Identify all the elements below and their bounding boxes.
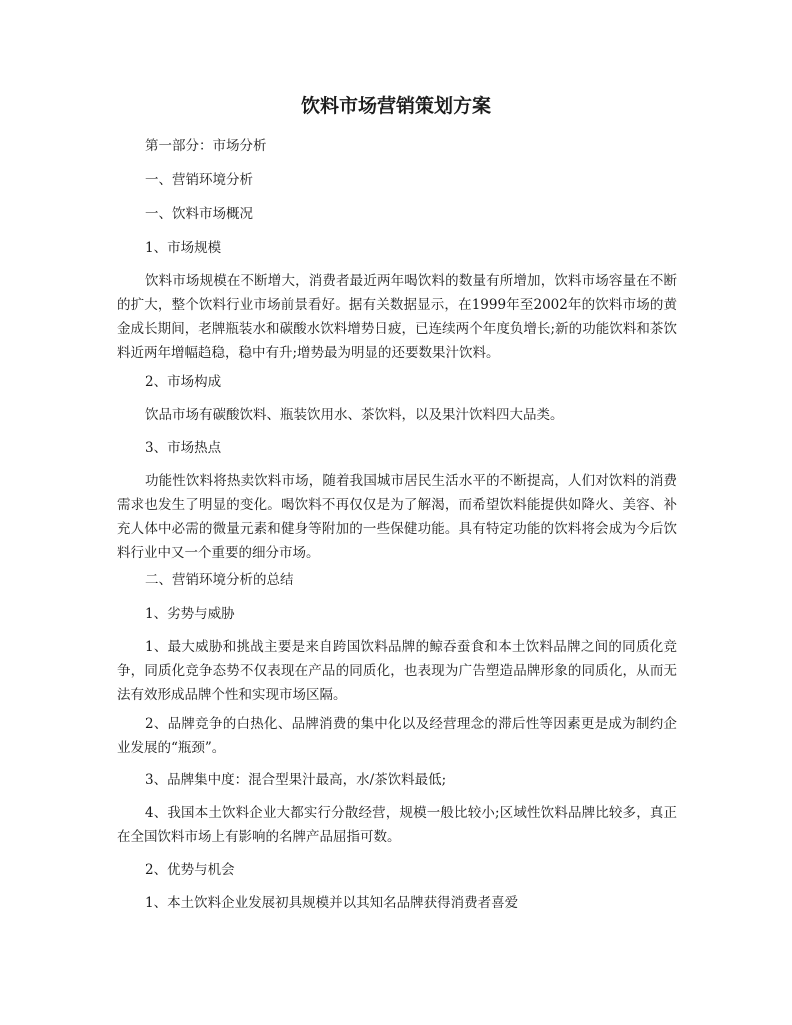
item-heading-hotspot: 3、市场热点 <box>145 440 222 456</box>
paragraph-structure: 饮品市场有碳酸饮料、瓶装饮用水、茶饮料，以及果汁饮料四大品类。 <box>145 407 564 423</box>
section-heading: 一、营销环境分析 <box>145 172 253 188</box>
paragraph-weakness-2: 2、品牌竞争的白热化、品牌消费的集中化以及经营理念的滞后性等因素更是成为制约企业发展的“瓶颈”。 <box>117 716 677 756</box>
item-heading-weakness: 1、劣势与威胁 <box>145 606 235 622</box>
document-title: 饮料市场营销策划方案 <box>300 95 491 117</box>
paragraph-weakness-1: 1、最大威胁和挑战主要是来自跨国饮料品牌的鲸吞蚕食和本土饮料品牌之间的同质化竞争，同质化竞争态势不仅表现在产品的同质化，也表现为广告塑造品牌形象的同质化，从而无法有效形成品牌个性和实现市场区隔。 <box>117 639 677 703</box>
paragraph-hotspot: 功能性饮料将热卖饮料市场，随着我国城市居民生活水平的不断提高，人们对饮料的消费需求也发生了明显的变化。喝饮料不再仅仅是为了解渴，而希望饮料能提供如降火、美容、补充人体中必需的微量元素和健身等附加的一些保健功能。具有特定功能的饮料将会成为今后饮料行业中又一个重要的细分市场。 <box>117 473 677 561</box>
part-heading: 第一部分：市场分析 <box>145 138 267 154</box>
section-heading-summary: 二、营销环境分析的总结 <box>145 572 294 588</box>
paragraph-weakness-4: 4、我国本土饮料企业大都实行分散经营，规模一般比较小;区域性饮料品牌比较多，真正在全国饮料市场上有影响的名牌产品屈指可数。 <box>117 805 677 845</box>
paragraph-strength-1: 1、本土饮料企业发展初具规模并以其知名品牌获得消费者喜爱 <box>145 895 519 911</box>
paragraph-scale: 饮料市场规模在不断增大，消费者最近两年喝饮料的数量有所增加，饮料市场容量在不断的扩大，整个饮料行业市场前景看好。据有关数据显示，在1999年至2002年的饮料市场的黄金成长期间，老牌瓶装水和碳酸水饮料增势日疲，已连续两个年度负增长;新的功能饮料和茶饮料近两年增幅趋稳，稳中有升;增势最为明显的还要数果汁饮料。 <box>117 273 677 361</box>
paragraph-weakness-3: 3、品牌集中度：混合型果汁最高，水/茶饮料最低; <box>145 772 447 788</box>
item-heading-strength: 2、优势与机会 <box>145 862 235 878</box>
item-heading-structure: 2、市场构成 <box>145 374 222 390</box>
subsection-heading: 一、饮料市场概况 <box>145 206 253 222</box>
item-heading-scale: 1、市场规模 <box>145 240 222 256</box>
